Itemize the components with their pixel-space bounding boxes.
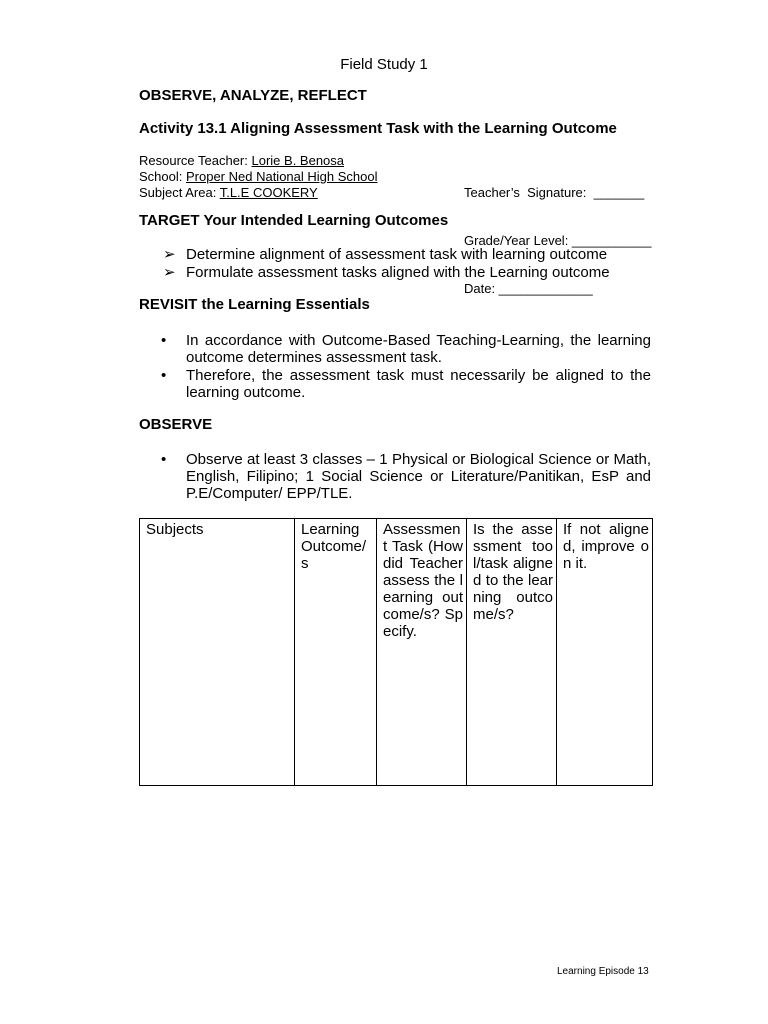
main-heading: OBSERVE, ANALYZE, REFLECT (139, 87, 367, 104)
list-item: ➢ Determine alignment of assessment task with learning outcome (163, 246, 608, 263)
column-assessment-task: Assessment Task (How did Teacher assess the learning outcome/s? Specify. (377, 519, 467, 786)
bullet-icon: • (161, 451, 167, 468)
column-subjects: Subjects (140, 519, 295, 786)
observation-table (139, 518, 653, 786)
resource-teacher-value: Lorie B. Benosa (251, 153, 345, 168)
revisit-heading: REVISIT the Learning Essentials (139, 296, 370, 313)
info-right (464, 153, 651, 313)
revisit-list (139, 332, 651, 402)
list-item: • In accordance with Outcome-Based Teaching-Learning, the learning outcome determines assessment task. (161, 332, 651, 366)
list-item: ➢ Formulate assessment tasks aligned with the Learning outcome (163, 264, 610, 281)
list-item: • Therefore, the assessment task must necessarily be aligned to the learning outcome. (161, 367, 651, 401)
school-label: School: (139, 169, 186, 184)
school-line (139, 169, 377, 185)
page-footer: Learning Episode 13 (557, 966, 649, 977)
observe-heading: OBSERVE (139, 416, 213, 433)
target-heading: TARGET Your Intended Learning Outcomes (139, 212, 449, 229)
target-list (139, 246, 610, 282)
arrow-bullet-icon: ➢ (163, 246, 176, 263)
info-left (139, 153, 377, 201)
column-learning-outcomes: Learning Outcome/s (295, 519, 377, 786)
resource-teacher-label: Resource Teacher: (139, 153, 252, 168)
observe-list (139, 451, 651, 503)
activity-title: Activity 13.1 Aligning Assessment Task with the Learning Outcome (139, 120, 617, 137)
subject-area-label: Subject Area: (139, 185, 220, 200)
resource-teacher-line (139, 153, 377, 169)
grade-level-line: Grade/Year Level: ___________ (464, 233, 652, 248)
signature-line: Teacher’s Signature: _______ (464, 185, 645, 200)
bullet-icon: • (161, 332, 167, 349)
column-improvement: If not aligned, improve on it. (557, 519, 653, 786)
bullet-icon: • (161, 367, 167, 384)
table-row (140, 519, 653, 786)
column-alignment: Is the assessment tool/task aligned to the learning outcome/s? (467, 519, 557, 786)
arrow-bullet-icon: ➢ (163, 264, 176, 281)
subject-area-value: T.L.E COOKERY (219, 185, 318, 200)
subject-area-line (139, 185, 377, 201)
list-item: • Observe at least 3 classes – 1 Physical or Biological Science or Math, English, Filipino; 1 Social Science or Literature/Panitikan, EsP and P.E/Computer/ EPP/TLE. (161, 451, 651, 502)
date-line: Date: _____________ (464, 281, 593, 296)
page-header: Field Study 1 (340, 56, 428, 73)
school-value: Proper Ned National High School (185, 169, 378, 184)
